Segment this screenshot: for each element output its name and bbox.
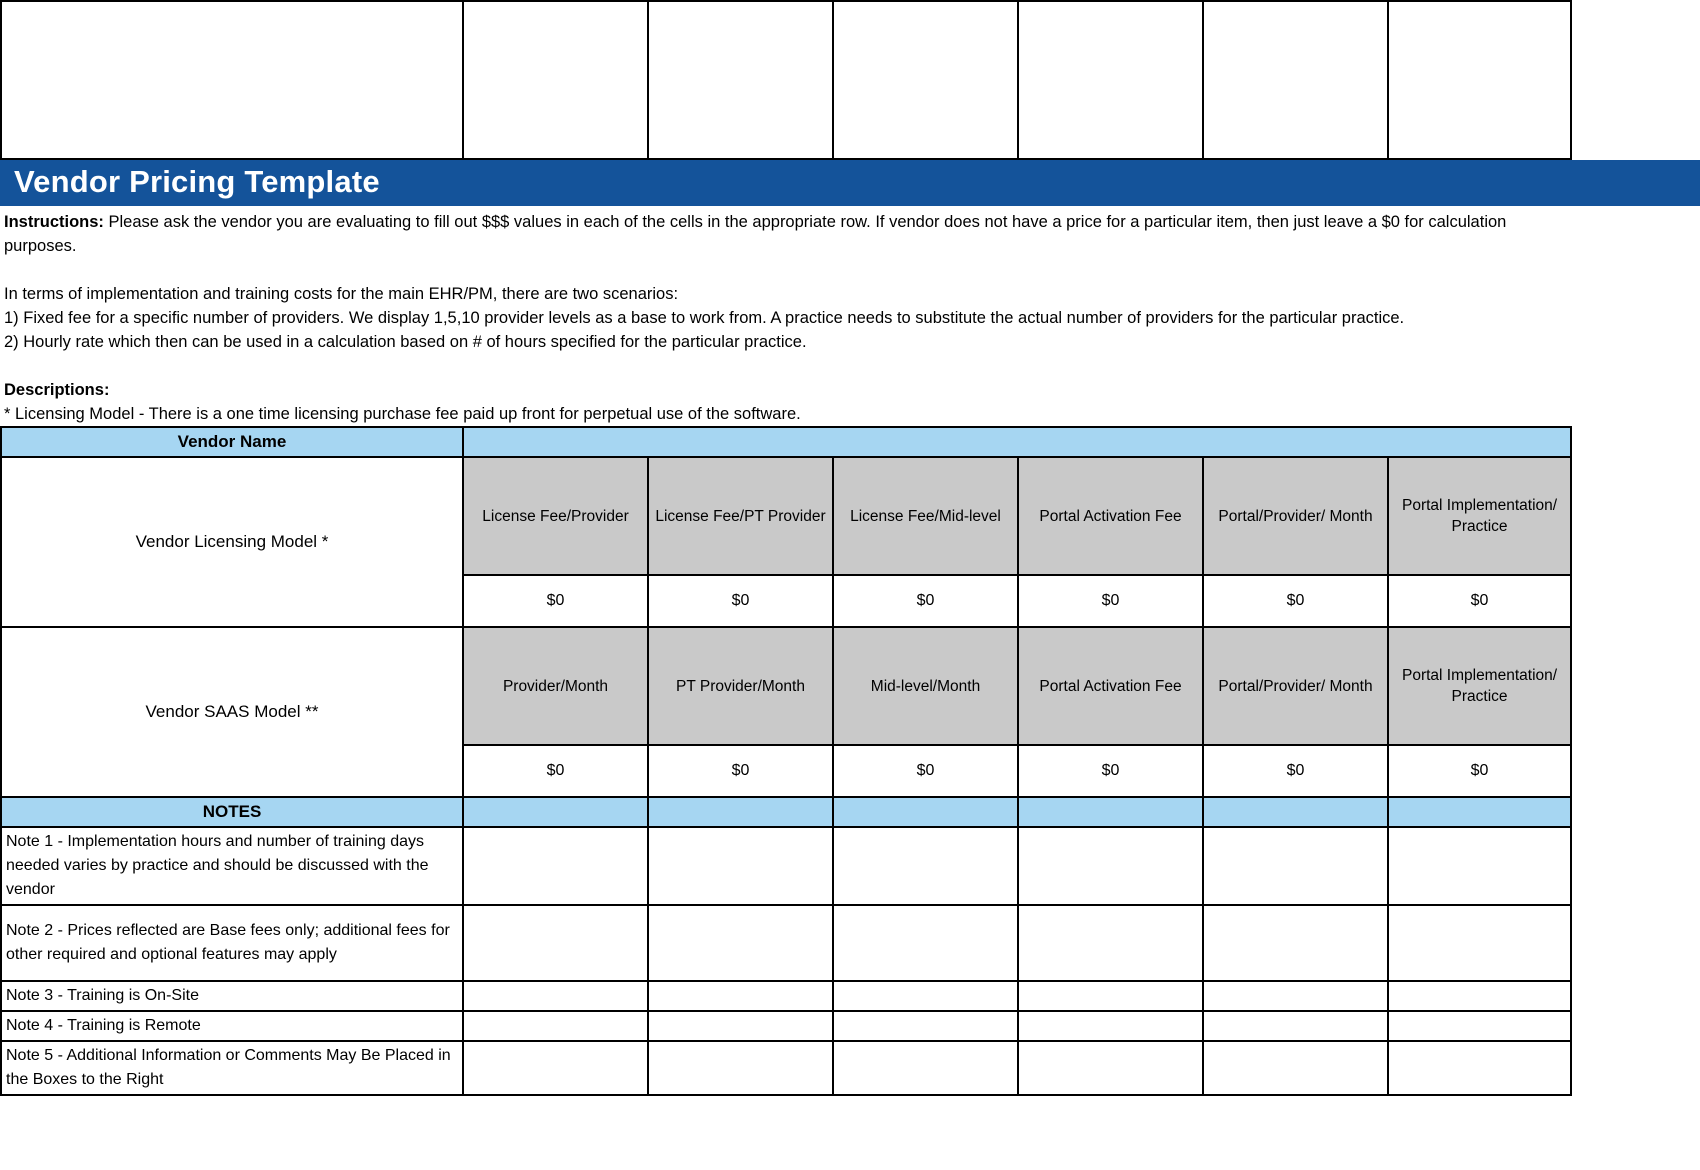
saas-col-portal-provider-month: Portal/Provider/ Month xyxy=(1203,627,1388,745)
note-1-cell-2[interactable] xyxy=(833,827,1018,905)
note-3-cell-5[interactable] xyxy=(1388,981,1571,1011)
note-1-text: Note 1 - Implementation hours and number of training days needed varies by practice and should be discussed with the vendor xyxy=(1,827,463,905)
note-3-cell-3[interactable] xyxy=(1018,981,1203,1011)
note-2-text: Note 2 - Prices reflected are Base fees only; additional fees for other required and optional features may apply xyxy=(1,905,463,981)
vendor-name-header: Vendor Name xyxy=(1,427,463,457)
note-4-text: Note 4 - Training is Remote xyxy=(1,1011,463,1041)
licensing-value-4[interactable]: $0 xyxy=(1203,575,1388,627)
note-row-2 xyxy=(1,905,1571,981)
spacer-line-2 xyxy=(4,354,1564,378)
note-3-cell-2[interactable] xyxy=(833,981,1018,1011)
note-4-cell-0[interactable] xyxy=(463,1011,648,1041)
top-empty-row xyxy=(0,0,1572,160)
empty-cell-e[interactable] xyxy=(1018,1,1203,159)
empty-cell-c[interactable] xyxy=(648,1,833,159)
spacer-line xyxy=(4,258,1564,282)
note-4-cell-1[interactable] xyxy=(648,1011,833,1041)
empty-cell-f[interactable] xyxy=(1203,1,1388,159)
licensing-col-license-fee-mid-level: License Fee/Mid-level xyxy=(833,457,1018,575)
licensing-value-0[interactable]: $0 xyxy=(463,575,648,627)
saas-row-label: Vendor SAAS Model ** xyxy=(1,627,463,797)
note-5-text: Note 5 - Additional Information or Comments May Be Placed in the Boxes to the Right xyxy=(1,1041,463,1095)
saas-col-provider-month: Provider/Month xyxy=(463,627,648,745)
notes-header-fill-4 xyxy=(1203,797,1388,827)
note-1-cell-0[interactable] xyxy=(463,827,648,905)
licensing-row-label: Vendor Licensing Model * xyxy=(1,457,463,627)
note-3-cell-1[interactable] xyxy=(648,981,833,1011)
page-title: Vendor Pricing Template xyxy=(0,160,1700,206)
note-3-text: Note 3 - Training is On-Site xyxy=(1,981,463,1011)
notes-header-row xyxy=(1,797,1571,827)
note-2-cell-2[interactable] xyxy=(833,905,1018,981)
note-4-cell-2[interactable] xyxy=(833,1011,1018,1041)
licensing-value-3[interactable]: $0 xyxy=(1018,575,1203,627)
note-row-4 xyxy=(1,1011,1571,1041)
saas-value-5[interactable]: $0 xyxy=(1388,745,1571,797)
note-5-cell-2[interactable] xyxy=(833,1041,1018,1095)
note-3-cell-4[interactable] xyxy=(1203,981,1388,1011)
notes-header-fill-1 xyxy=(648,797,833,827)
licensing-value-1[interactable]: $0 xyxy=(648,575,833,627)
note-5-cell-5[interactable] xyxy=(1388,1041,1571,1095)
note-4-cell-3[interactable] xyxy=(1018,1011,1203,1041)
note-2-cell-5[interactable] xyxy=(1388,905,1571,981)
descriptions-label: Descriptions: xyxy=(4,381,110,399)
note-row-3 xyxy=(1,981,1571,1011)
saas-value-0[interactable]: $0 xyxy=(463,745,648,797)
empty-cell-d[interactable] xyxy=(833,1,1018,159)
note-row-1 xyxy=(1,827,1571,905)
note-1-cell-3[interactable] xyxy=(1018,827,1203,905)
saas-header-row xyxy=(1,627,1571,745)
saas-value-3[interactable]: $0 xyxy=(1018,745,1203,797)
empty-cell-g[interactable] xyxy=(1388,1,1571,159)
instructions-paragraph xyxy=(4,210,1564,258)
note-2-cell-4[interactable] xyxy=(1203,905,1388,981)
note-1-cell-5[interactable] xyxy=(1388,827,1571,905)
saas-value-4[interactable]: $0 xyxy=(1203,745,1388,797)
scenario-intro: In terms of implementation and training costs for the main EHR/PM, there are two scenarios: xyxy=(4,285,679,303)
licensing-col-portal-activation-fee: Portal Activation Fee xyxy=(1018,457,1203,575)
scenario-one: 1) Fixed fee for a specific number of providers. We display 1,5,10 provider levels as a base to work from. A practice needs to substitute the actual number of providers for the particular practice. xyxy=(4,309,1405,327)
saas-value-1[interactable]: $0 xyxy=(648,745,833,797)
saas-col-pt-provider-month: PT Provider/Month xyxy=(648,627,833,745)
vendor-name-row xyxy=(1,427,1571,457)
note-3-cell-0[interactable] xyxy=(463,981,648,1011)
note-1-cell-4[interactable] xyxy=(1203,827,1388,905)
note-5-cell-0[interactable] xyxy=(463,1041,648,1095)
notes-header-fill-5 xyxy=(1388,797,1571,827)
scenario-two: 2) Hourly rate which then can be used in a calculation based on # of hours specified for the particular practice. xyxy=(4,333,807,351)
vendor-name-input[interactable] xyxy=(463,427,1571,457)
note-2-cell-1[interactable] xyxy=(648,905,833,981)
notes-header-fill-0 xyxy=(463,797,648,827)
note-1-cell-1[interactable] xyxy=(648,827,833,905)
note-5-cell-4[interactable] xyxy=(1203,1041,1388,1095)
notes-header-fill-2 xyxy=(833,797,1018,827)
note-row-5 xyxy=(1,1041,1571,1095)
empty-cell-b[interactable] xyxy=(463,1,648,159)
licensing-header-row xyxy=(1,457,1571,575)
instructions-block xyxy=(0,206,1570,426)
licensing-col-portal-provider-month: Portal/Provider/ Month xyxy=(1203,457,1388,575)
licensing-value-2[interactable]: $0 xyxy=(833,575,1018,627)
note-5-cell-1[interactable] xyxy=(648,1041,833,1095)
pricing-table xyxy=(0,426,1572,1096)
saas-value-2[interactable]: $0 xyxy=(833,745,1018,797)
licensing-value-5[interactable]: $0 xyxy=(1388,575,1571,627)
table-row xyxy=(1,1,1571,159)
note-5-cell-3[interactable] xyxy=(1018,1041,1203,1095)
note-2-cell-3[interactable] xyxy=(1018,905,1203,981)
note-4-cell-5[interactable] xyxy=(1388,1011,1571,1041)
instructions-body: Please ask the vendor you are evaluating to fill out $$$ values in each of the cells in the appropriate row. If vendor does not have a price for a particular item, then just leave a $0 for calculation purposes. xyxy=(4,213,1507,255)
instructions-label: Instructions: xyxy=(4,213,104,231)
licensing-col-license-fee-provider: License Fee/Provider xyxy=(463,457,648,575)
note-2-cell-0[interactable] xyxy=(463,905,648,981)
licensing-col-license-fee-pt-provider: License Fee/PT Provider xyxy=(648,457,833,575)
saas-col-mid-level-month: Mid-level/Month xyxy=(833,627,1018,745)
note-4-cell-4[interactable] xyxy=(1203,1011,1388,1041)
empty-cell-a[interactable] xyxy=(1,1,463,159)
saas-col-portal-activation-fee: Portal Activation Fee xyxy=(1018,627,1203,745)
notes-header: NOTES xyxy=(1,797,463,827)
saas-col-portal-implementation-practice: Portal Implementation/ Practice xyxy=(1388,627,1571,745)
licensing-col-portal-implementation-practice: Portal Implementation/ Practice xyxy=(1388,457,1571,575)
notes-header-fill-3 xyxy=(1018,797,1203,827)
description-licensing-model: * Licensing Model - There is a one time licensing purchase fee paid up front for perpetual use of the software. xyxy=(4,405,801,423)
